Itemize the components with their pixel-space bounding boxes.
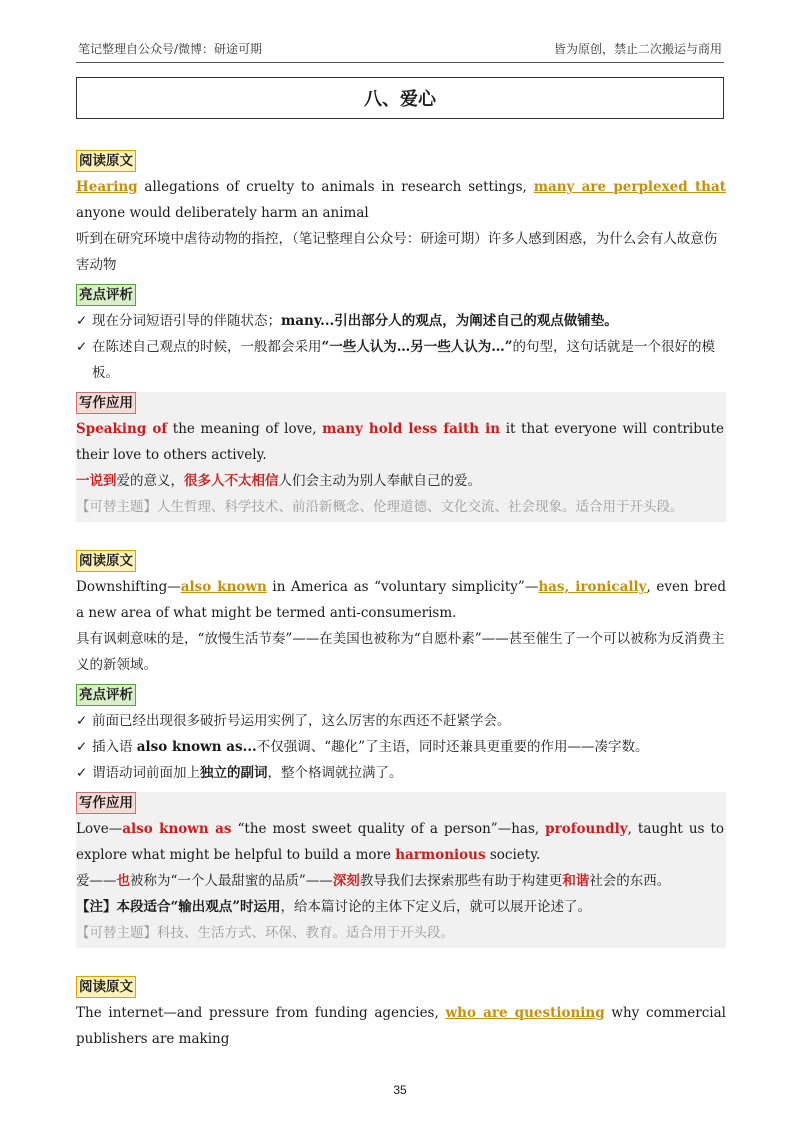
highlights-label: 亮点评析 [76,684,136,706]
check-icon: ✓ [76,713,88,729]
alt-topics: 【可替主题】人生哲理、科学技术、前沿新概念、伦理道德、文化交流、社会现象。适合用于开头段。 [76,499,684,515]
writing-block-2 [76,792,726,948]
reading-block-1 [76,150,726,278]
highlights-block-1 [76,284,726,386]
header-divider [76,62,724,63]
writing-label: 写作应用 [76,392,136,414]
writing-block-1 [76,392,726,522]
highlight-point: ✓ 现在分词短语引导的伴随状态；many...引出部分人的观点，为阐述自己的观点做铺垫。 [76,308,726,334]
reading-english: Hearing allegations of cruelty to animals in research settings, many are perplexed that anyone would deliberately harm an animal [76,179,726,221]
writing-english: Speaking of the meaning of love, many hold less faith in it that everyone will contribute their love to others actively. [76,421,724,463]
highlight-point: ✓ 插入语 also known as...不仅强调、“趣化”了主语，同时还兼具更重要的作用——凑字数。 [76,734,726,760]
page-content [76,150,726,1058]
reading-english: The internet—and pressure from funding agencies, who are questioning why commercial publishers are making [76,1005,726,1047]
usage-note: 【注】本段适合“输出观点”时运用，给本篇讨论的主体下定义后，就可以展开论述了。 [76,899,592,915]
alt-topics: 【可替主题】科技、生活方式、环保、教育。适合用于开头段。 [76,925,454,941]
check-icon: ✓ [76,739,88,755]
highlight-point: ✓ 谓语动词前面加上独立的副词，整个格调就拉满了。 [76,760,726,786]
reading-chinese: 具有讽刺意味的是，“放慢生活节奏”——在美国也被称为“自愿朴素”——甚至催生了一个可以被称为反消费主义的新领域。 [76,631,725,673]
highlight-point: ✓ 在陈述自己观点的时候，一般都会采用“一些人认为…另一些人认为…”的句型，这句话就是一个很好的模板。 [76,334,726,386]
check-icon: ✓ [76,313,88,329]
reading-english: Downshifting—also known in America as “voluntary simplicity”—has, ironically, even bred a new area of what might be termed anti-consumerism. [76,579,726,621]
reading-block-3 [76,976,726,1052]
reading-label: 阅读原文 [76,150,136,172]
header-copyright: 皆为原创，禁止二次搬运与商用 [553,42,722,56]
reading-label: 阅读原文 [76,976,136,998]
reading-chinese: 听到在研究环境中虐待动物的指控，（笔记整理自公众号：研途可期）许多人感到困惑，为什么会有人故意伤害动物 [76,231,718,273]
check-icon: ✓ [76,765,88,781]
writing-english: Love—also known as “the most sweet quality of a person”—has, profoundly, taught us to explore what might be helpful to build a more harmonious society. [76,821,725,863]
writing-chinese: 爱——也被称为“一个人最甜蜜的品质”——深刻教导我们去探索那些有助于构建更和谐社会的东西。 [76,873,671,889]
reading-block-2 [76,550,726,678]
writing-chinese: 一说到爱的意义，很多人不太相信人们会主动为别人奉献自己的爱。 [76,473,481,489]
highlight-point: ✓ 前面已经出现很多破折号运用实例了，这么厉害的东西还不赶紧学会。 [76,708,726,734]
section-title: 八、爱心 [76,77,724,119]
writing-label: 写作应用 [76,792,136,814]
highlights-block-2 [76,684,726,786]
check-icon: ✓ [76,339,88,355]
highlights-label: 亮点评析 [76,284,136,306]
header-source: 笔记整理自公众号/微博：研途可期 [78,42,263,56]
reading-label: 阅读原文 [76,550,136,572]
page-number: 35 [393,1083,407,1097]
